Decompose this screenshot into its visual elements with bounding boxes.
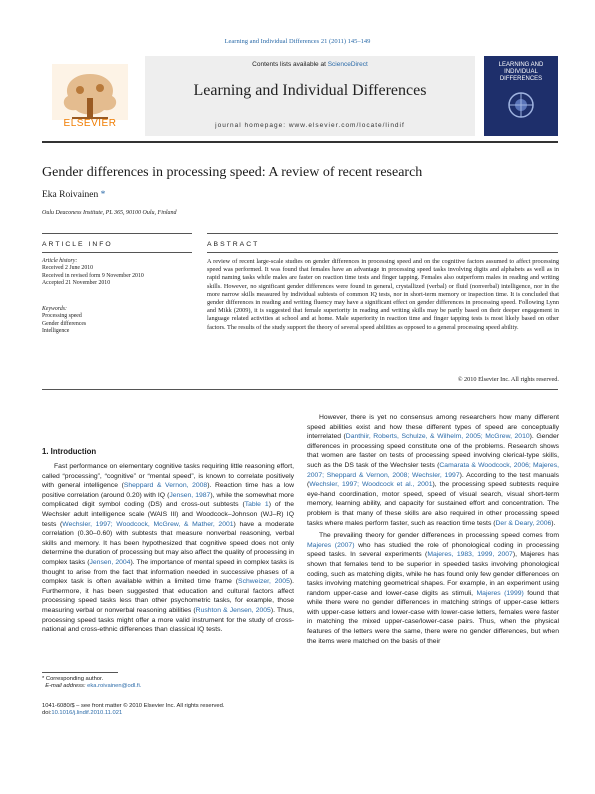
article-info-heading: ARTICLE INFO [42,241,113,248]
journal-homepage[interactable]: journal homepage: www.elsevier.com/locate/lindif [215,122,405,129]
footnote-rule [42,672,118,673]
keyword-item: Processing speed [42,313,82,320]
citation-link[interactable]: Schweizer, 2005 [238,578,290,586]
email-label: E-mail address: [45,683,86,690]
keywords [42,306,192,336]
section-heading-introduction: 1. Introduction [42,447,97,456]
text-run: found that while there were no gender differences in matching strings of upper-case letters with upper-case letters and lower-case with lower-case letters, females were faster in matching the mixed upper-case/lower-case pairs. Thus, when the physical features of the letters were the same, there were no gender differences, but when the items were matched on the basis of their [307,589,560,645]
journal-masthead [42,56,558,136]
keyword-item: Intelligence [42,328,70,335]
footnote-text: Corresponding author. [45,676,104,682]
body-column-right [307,413,559,646]
abstract-heading: ABSTRACT [207,241,260,248]
citation-link[interactable]: Jensen, 1987 [169,491,211,499]
contents-prefix: Contents lists available at [252,61,326,68]
history-item: Received 2 June 2010 [42,265,94,272]
cover-emblem-icon [505,90,537,120]
doi-line [42,710,342,717]
citation-link[interactable]: Jensen, 2004 [89,558,131,566]
affiliation: Oulu Deaconess Institute, PL 365, 90100 Oulu, Finland [42,210,177,216]
text-run: ). According to the test manuals ( [307,471,559,489]
paragraph [307,413,559,528]
footnote-corresponding [42,676,272,683]
text-run: who has studied the role of phonological coding in processing speed tasks. In several experiments ( [307,541,559,559]
citation-link[interactable]: Wechsler, 1997; Woodcock, McGrew, & Mather, 2001 [62,520,234,528]
keyword-item: Gender differences [42,320,87,327]
abstract-copyright: © 2010 Elsevier Inc. All rights reserved. [457,376,559,383]
text-run: Fast performance on elementary cognitive tasks requiring little reasoning effort, called “processing”, “cognitive” or “mental speed”, is known to correlate positively with general intelligence ( [42,463,294,490]
text-run: ). The importance of mental speed in complex tasks is thought to arise from the fact that information needed in successive phases of a complex task is often available within a limited time frame ( [42,558,294,586]
author-name: Eka Roivainen [42,190,99,200]
text-run: ). Reaction time has a low positive correlation (around 0.20) with IQ ( [42,482,294,499]
doi-label: doi: [42,710,52,717]
footnote [42,676,272,690]
text-run: ), while the somewhat more complicated digit symbol coding (DS) and cross-out subtests ( [42,491,294,509]
citation-link[interactable]: Rushton & Jensen, 2005 [195,606,271,614]
history-item: Accepted 21 November 2010 [42,280,111,287]
email-link[interactable]: eka.roivainen@odl.fi. [87,683,142,690]
publisher-name: ELSEVIER [63,118,117,129]
citation-link[interactable]: Majeres, 1983, 1999, 2007 [427,551,513,559]
article-info-sub-rule [42,252,192,253]
citation-link[interactable]: Danthiir, Roberts, Schulze, & Wilhelm, 2005; McGrew, 2010 [345,433,530,441]
paragraph [307,531,559,646]
body-column-left [42,462,294,635]
issn-block [42,703,342,718]
masthead-rule [42,141,558,143]
text-run: ). Gender differences in processing speed constitute one of the problems. Research shows that women are faster on tests of processing speed involving clerical-type skills, such as the DS task of the Wechsler tests ( [307,433,559,469]
text-run: ) have a moderate correlation (0.30–0.60) with subtests that measure nonverbal reasoning, verbal skills and memory. It has been hypothesized that cognitive speed does not only determine the duration of processing but may also affect the quality of processing in complex tasks ( [42,520,294,566]
citation-link[interactable]: Sheppard & Vernon, 2008 [123,482,208,490]
citation-link[interactable]: Camarata & Woodcock, 2006; Majeres, 2007; Sheppard & Vernon, 2008; Wechsler, 1997 [307,461,560,479]
citation-link[interactable]: Majeres (2007) [307,541,355,549]
text-run: However, there is yet no consensus among researchers how many different speed abilities exist and how these different types of speed are conceptually interrelated ( [307,414,559,441]
article-history [42,258,192,288]
text-run: ). [551,519,556,527]
author-footnote-mark[interactable]: * [100,190,106,200]
contents-line [145,61,475,68]
journal-title: Learning and Individual Differences [193,82,427,99]
author-line [42,190,105,200]
keywords-label: Keywords: [42,306,67,312]
abstract-bottom-rule [42,389,558,390]
history-label: Article history: [42,258,78,264]
text-run: The prevailing theory for gender differences in processing speed comes from [319,532,559,540]
table-link[interactable]: Table 1 [244,501,269,509]
front-matter-line: 1041-6080/$ – see front matter © 2010 Elsevier Inc. All rights reserved. [42,703,225,709]
masthead-banner [145,56,475,136]
journal-cover-thumbnail [484,56,558,136]
abstract-top-rule [207,233,558,234]
text-run: ). Thus, processing speed tasks might offer a more valid instrument for the study of cross-national and cross-ethnic differences than classical IQ tests. [42,606,294,634]
footnote-mark: * [42,676,45,682]
citation-link[interactable]: Wechsler, 1997; Woodcock et al., 2001 [309,481,433,489]
text-run: ), the processing speed subtests require eye-hand coordination, motor speed, speed of visual search, visual short-term memory, learning ability, and capacity for sustained effort and concentration. The problem is that many of these skills are also required in other processing speed tasks where males perform faster, such as reaction time tests ( [307,481,559,527]
paragraph [42,462,294,635]
history-item: Received in revised form 9 November 2010 [42,272,144,279]
text-run: ). Furthermore, it has been suggested that education and cultural factors affect processing speed tasks less than other psychometric tasks, for example, those measuring verbal or nonverbal reasoning abilities ( [42,578,295,614]
doi-link[interactable]: 10.1016/j.lindif.2010.11.021 [51,710,123,717]
text-run: ), Majeres has shown that females tend to be superior in speeded tasks involving phonological coding, such as matching digits, while he has found only few gender differences on tasks involving matching geometrical shapes. For example, in an experiment using random upper-case and lower-case digits as stimuli, [307,551,560,597]
text-run: ) of the Wechsler adult intelligence scale (WAIS III) and Woodcock–Johnson (WJ–R) IQ tests ( [42,501,294,528]
sciencedirect-link[interactable]: ScienceDirect [327,61,368,68]
footnote-email [42,683,272,690]
abstract-sub-rule [207,252,558,253]
citation-link[interactable]: Der & Deary, 2006 [495,519,552,527]
journal-reference[interactable]: Learning and Individual Differences 21 (2011) 145–149 [224,38,371,45]
citation-link[interactable]: Majeres (1999) [476,589,524,597]
article-info-top-rule [42,233,192,234]
cover-title: LEARNING AND INDIVIDUAL DIFFERENCES [498,62,544,82]
article-title: Gender differences in processing speed: A review of recent research [42,165,423,180]
abstract-text: A review of recent large-scale studies on gender differences in processing speed and on the cognitive factors assumed to affect processing speed was performed. It was found that females have an advantage in processing speed tasks involving digits and alphabets as well as in rapid naming tasks while males are faster on reaction time tests and finger tapping. Females also outperform males in reading and writing skills. However, no significant gender differences were found in general, crystallized (verbal) or fluid (nonverbal) intelligence, nor in the more narrow skills measured by individual subtests of common IQ tests, nor in short-term memory or inspection time. It is concluded that gender differences in reading and writing fluency may have a significant effect on gender differences in processing speed. Following Lynn and Mikk (2009), it is suggested that female superiority in reading and writing skills may be partly based on their deeper engagement in language related activities at school and at home. Male superiority in reaction time and finger tapping tests is most likely based on other factors. The results of the study support the theory of several speed abilities as opposed to a general processing speed ability. [207,258,559,331]
